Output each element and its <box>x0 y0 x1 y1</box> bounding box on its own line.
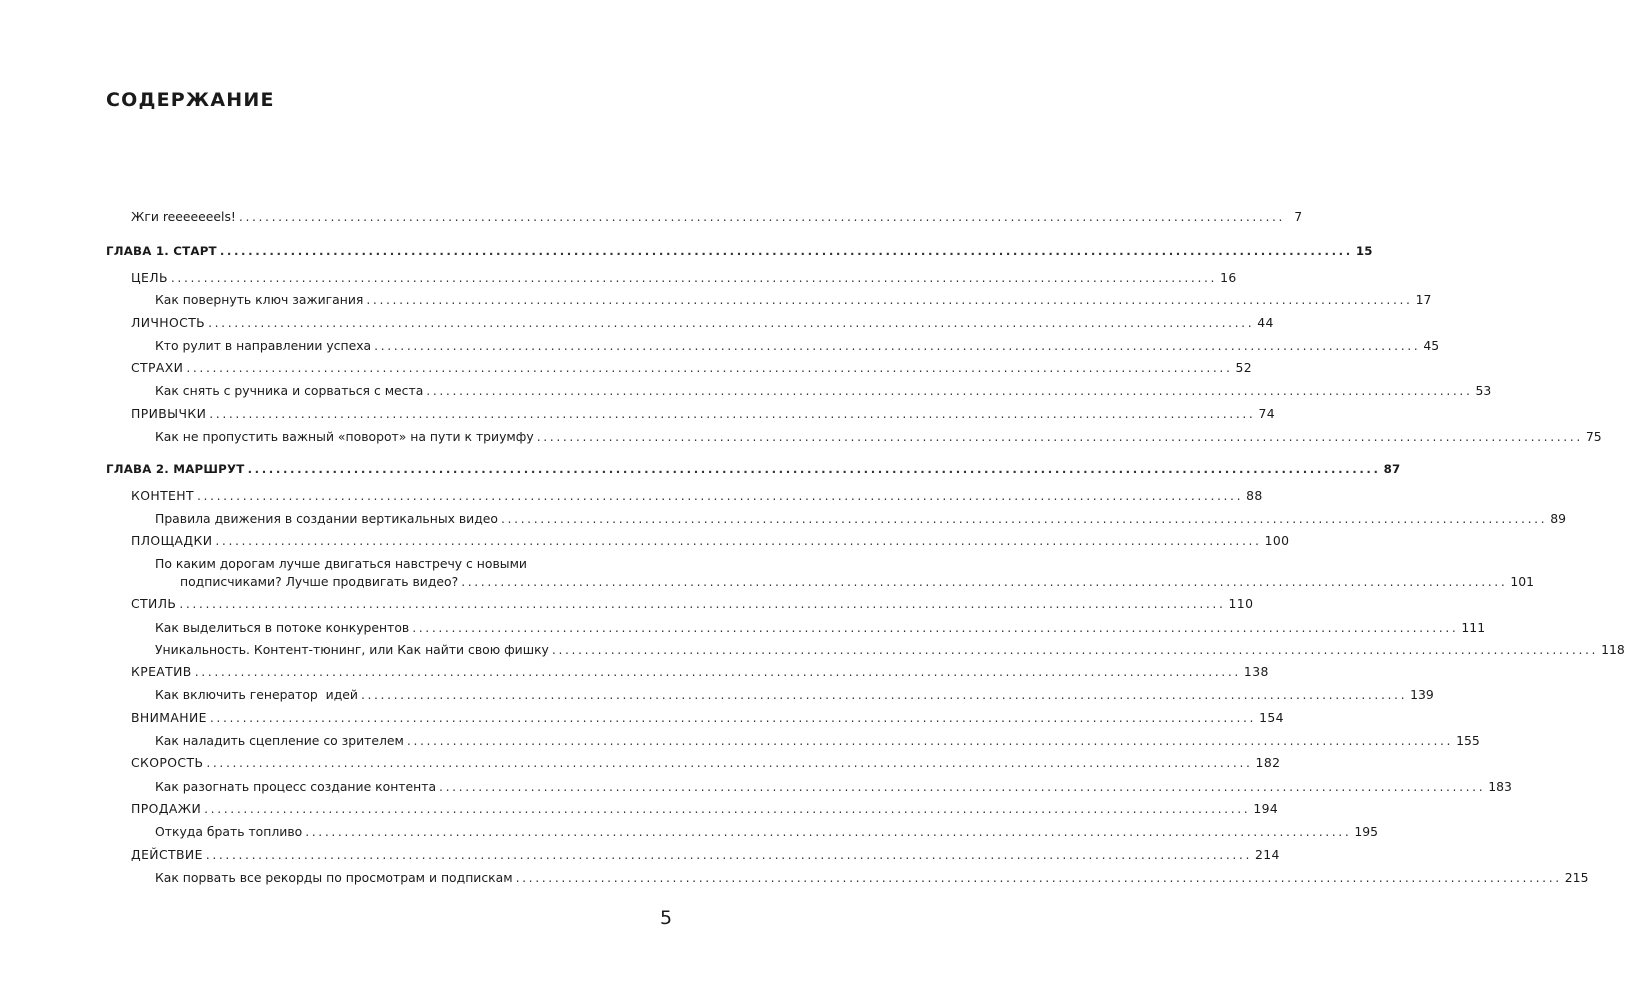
leader-dots: ................................................................................................................................................................ <box>406 733 1454 748</box>
toc-subsection-page: 183 <box>1488 779 1512 794</box>
leader-dots: ................................................................................................................................................................ <box>209 710 1257 725</box>
leader-dots: ................................................................................................................................................................ <box>536 429 1583 444</box>
toc-subsection-label-line1: По каким дорогам лучше двигаться навстречу с новыми <box>155 556 527 571</box>
toc-section-page: 44 <box>1257 315 1274 330</box>
leader-dots: ................................................................................................................................................................ <box>194 664 1241 679</box>
leader-dots: ................................................................................................................................................................ <box>515 870 1562 885</box>
toc-subsection <box>155 778 1512 796</box>
toc-section-label: ПРОДАЖИ <box>131 801 202 816</box>
leader-dots: ................................................................................................................................................................ <box>170 270 1218 285</box>
toc-entry-intro <box>131 208 1303 226</box>
toc-subsection <box>155 510 1566 528</box>
leader-dots: ................................................................................................................................................................ <box>426 383 1473 398</box>
leader-dots: ................................................................................................................................................................ <box>179 596 1226 611</box>
toc-chapter-page: 87 <box>1383 462 1401 476</box>
toc-section-label: ПРИВЫЧКИ <box>131 406 207 421</box>
page-title: СОДЕРЖАНИЕ <box>106 89 275 111</box>
toc-subsection-label-line2: подписчиками? Лучше продвигать видео? <box>180 574 459 589</box>
toc-subsection-label: Откуда брать топливо <box>155 824 303 839</box>
toc-chapter-page: 15 <box>1355 244 1373 258</box>
toc-subsection <box>155 641 1625 659</box>
toc-section <box>131 663 1269 681</box>
leader-dots: ................................................................................................................................................................ <box>215 533 1262 548</box>
toc-subsection-page: 118 <box>1601 642 1625 657</box>
toc-chapter-label: ГЛАВА 1. СТАРТ <box>106 244 217 258</box>
leader-dots: ................................................................................................................................................................ <box>219 244 1353 258</box>
toc-subsection-page: 101 <box>1510 574 1535 589</box>
toc-section-page: 110 <box>1228 596 1254 611</box>
leader-dots: ................................................................................................................................................................ <box>551 642 1599 657</box>
toc-subsection-label: Как наладить сцепление со зрителем <box>155 733 404 748</box>
leader-dots: ................................................................................................................................................................ <box>238 209 1286 224</box>
toc-section <box>131 595 1254 613</box>
toc-section-page: 88 <box>1246 488 1263 503</box>
toc-entry-page: 7 <box>1294 209 1303 224</box>
toc-section <box>131 754 1281 772</box>
leader-dots: ................................................................................................................................................................ <box>501 511 1548 526</box>
toc-section-page: 100 <box>1264 533 1290 548</box>
toc-subsection-label: Как порвать все рекорды по просмотрам и подпискам <box>155 870 513 885</box>
toc-subsection-label: Как не пропустить важный «поворот» на пути к триумфу <box>155 429 534 444</box>
toc-subsection <box>155 823 1379 841</box>
toc-subsection-page: 53 <box>1475 383 1492 398</box>
toc-section <box>131 846 1280 864</box>
toc-section <box>131 532 1290 550</box>
toc-section <box>131 800 1279 818</box>
toc-subsection-multiline <box>155 555 1535 591</box>
toc-subsection <box>155 337 1440 355</box>
toc-section-label: СТИЛЬ <box>131 596 177 611</box>
toc-section-label: СКОРОСТЬ <box>131 755 204 770</box>
toc-section-page: 182 <box>1255 755 1281 770</box>
page-number: 5 <box>660 907 673 929</box>
toc-section <box>131 359 1253 377</box>
toc-subsection <box>155 382 1492 400</box>
toc-section-label: ДЕЙСТВИЕ <box>131 847 203 862</box>
toc-section-label: ПЛОЩАДКИ <box>131 533 213 548</box>
toc-subsection-page: 111 <box>1461 620 1486 635</box>
toc-section-page: 194 <box>1253 801 1279 816</box>
toc-subsection-page: 89 <box>1550 511 1566 526</box>
toc-entry-label: Жги reeeeeeels! <box>131 209 236 224</box>
toc-subsection <box>155 686 1434 704</box>
toc-section-page: 214 <box>1254 847 1280 862</box>
toc-section <box>131 405 1276 423</box>
toc-section-page: 154 <box>1259 710 1284 725</box>
toc-subsection-label: Как выделиться в потоке конкурентов <box>155 620 410 635</box>
leader-dots: ................................................................................................................................................................ <box>374 338 1421 353</box>
toc-subsection <box>155 732 1480 750</box>
toc-section-label: ЦЕЛЬ <box>131 270 168 285</box>
leader-dots: ................................................................................................................................................................ <box>206 755 1253 770</box>
toc-section <box>131 314 1274 332</box>
toc-subsection-label: Как включить генератор идей <box>155 687 358 702</box>
toc-section <box>131 269 1237 287</box>
leader-dots: ................................................................................................................................................................ <box>247 462 1381 476</box>
toc-section-label: ЛИЧНОСТЬ <box>131 315 206 330</box>
toc-subsection-label: Правила движения в создании вертикальных видео <box>155 511 499 526</box>
toc-chapter-label: ГЛАВА 2. МАРШРУТ <box>106 462 245 476</box>
toc-section-page: 16 <box>1220 270 1237 285</box>
toc-subsection-page: 139 <box>1410 687 1434 702</box>
toc-subsection-page: 75 <box>1585 429 1602 444</box>
toc-subsection-label: Как снять с ручника и сорваться с места <box>155 383 424 398</box>
toc-section-label: КОНТЕНТ <box>131 488 194 503</box>
toc-subsection <box>155 291 1432 309</box>
leader-dots: ................................................................................................................................................................ <box>366 292 1413 307</box>
leader-dots: ................................................................................................................................................................ <box>439 779 1486 794</box>
toc-subsection-page: 17 <box>1415 292 1432 307</box>
toc-subsection-page: 45 <box>1423 338 1440 353</box>
toc-section-label: КРЕАТИВ <box>131 664 192 679</box>
toc-section-page: 74 <box>1258 406 1276 421</box>
toc-section <box>131 709 1284 727</box>
toc-section <box>131 487 1263 505</box>
toc-subsection-page: 155 <box>1456 733 1480 748</box>
leader-dots: ................................................................................................................................................................ <box>209 406 1256 421</box>
toc-subsection-page: 195 <box>1354 824 1379 839</box>
toc-subsection <box>155 869 1589 887</box>
toc-subsection-page: 215 <box>1564 870 1589 885</box>
toc-subsection-label: Как разогнать процесс создание контента <box>155 779 437 794</box>
toc-chapter-1 <box>106 242 1373 260</box>
leader-dots: ................................................................................................................................................................ <box>205 847 1252 862</box>
toc-subsection-label: Кто рулит в направлении успеха <box>155 338 372 353</box>
toc-subsection <box>155 619 1486 637</box>
toc-subsection-label: Уникальность. Контент-тюнинг, или Как найти свою фишку <box>155 642 549 657</box>
leader-dots: ................................................................................................................................................................ <box>305 824 1352 839</box>
toc-subsection <box>155 428 1602 446</box>
toc-section-page: 138 <box>1243 664 1269 679</box>
leader-dots: ................................................................................................................................................................ <box>196 488 1244 503</box>
toc-section-label: ВНИМАНИЕ <box>131 710 207 725</box>
leader-dots: ................................................................................................................................................................ <box>208 315 1255 330</box>
toc-section-page: 52 <box>1235 360 1253 375</box>
leader-dots: ................................................................................................................................................................ <box>204 801 1251 816</box>
leader-dots: ................................................................................................................................................................ <box>461 574 1508 589</box>
toc-subsection-label: Как повернуть ключ зажигания <box>155 292 364 307</box>
leader-dots: ................................................................................................................................................................ <box>412 620 1459 635</box>
leader-dots: ................................................................................................................................................................ <box>360 687 1408 702</box>
toc-chapter-2 <box>106 460 1401 478</box>
leader-dots: ................................................................................................................................................................ <box>186 360 1233 375</box>
toc-section-label: СТРАХИ <box>131 360 184 375</box>
